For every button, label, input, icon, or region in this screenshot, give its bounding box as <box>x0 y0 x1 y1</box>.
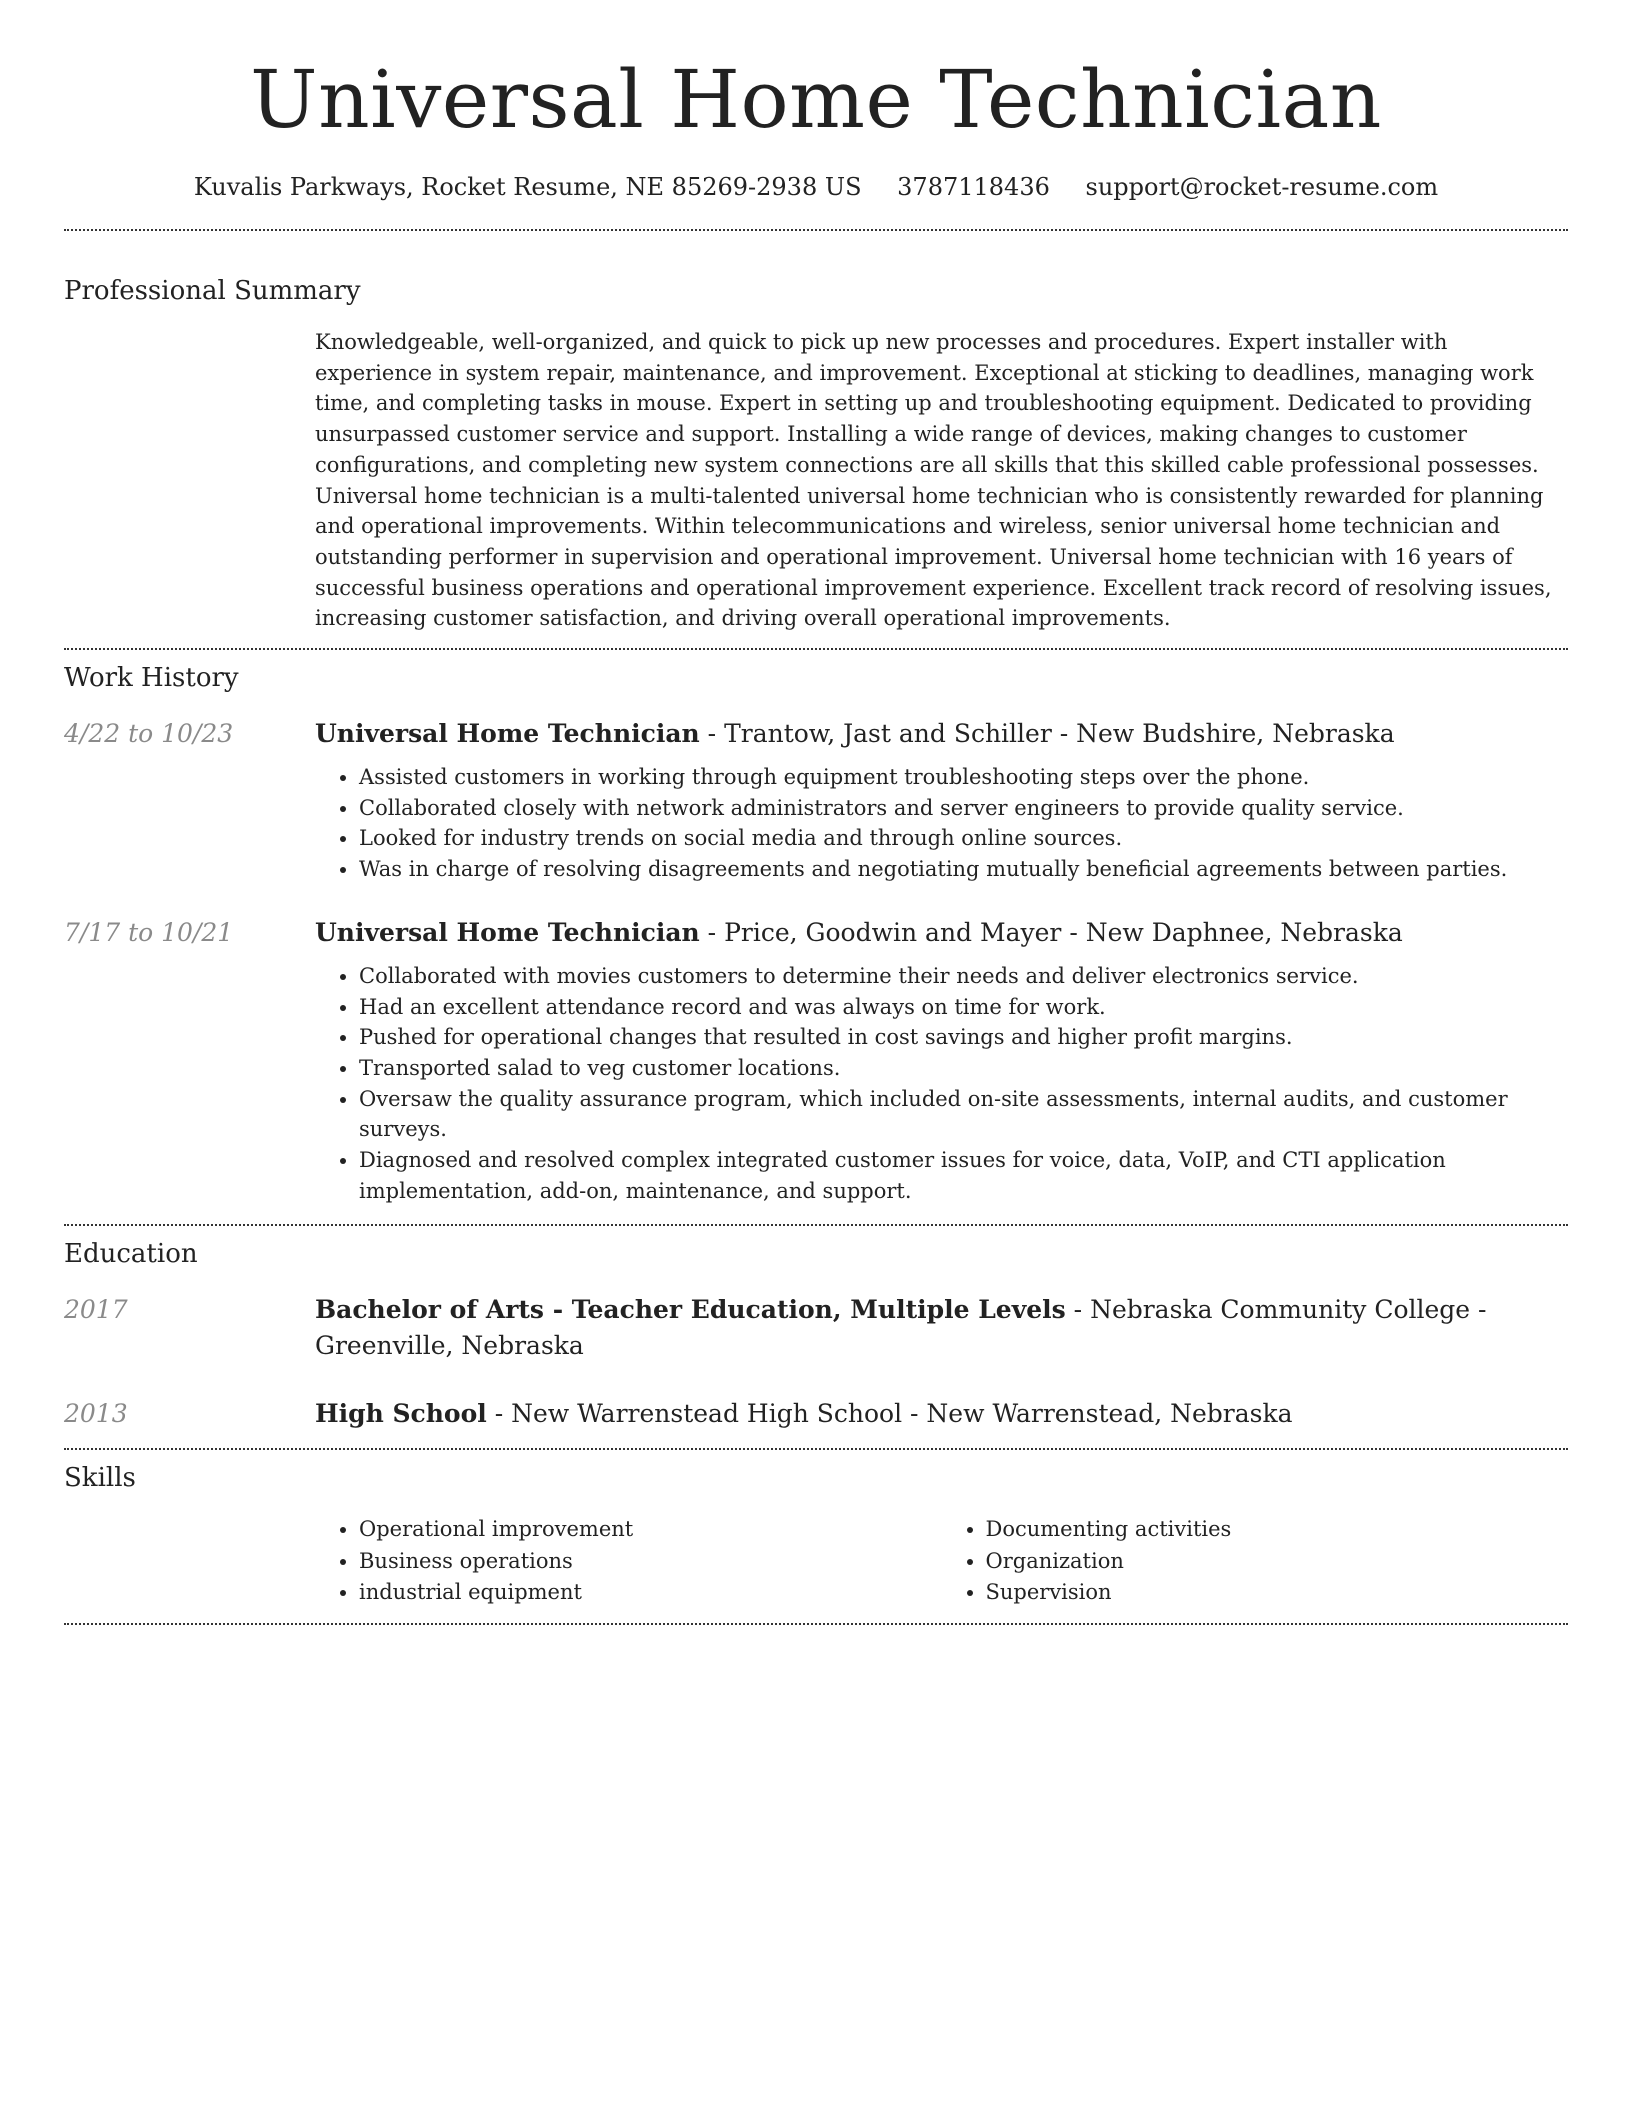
job-bullets <box>315 961 1568 1207</box>
skill-item: • Documenting activities <box>986 1514 1569 1546</box>
education-school: Nebraska Community College <box>1090 1295 1471 1325</box>
summary-text: Knowledgeable, well-organized, and quick to pick up new processes and procedures. Expert installer with experience in system repair, maintenance, and improvement. Exceptional at sticking to deadlines, managing work time, and completing tasks in mouse. Expert in setting up and troubleshooting equipment. Dedicated to providing unsurpassed customer service and support. Installing a wide range of devices, making changes to customer configurations, and completing new system connections are all skills that this skilled cable professional possesses. Universal home technician is a multi-talented universal home technician who is consistently rewarded for planning and operational improvements. Within telecommunications and wireless, senior universal home technician and outstanding performer in supervision and operational improvement. Universal home technician with 16 years of successful business operations and operational improvement experience. Excellent track record of resolving issues, increasing customer satisfaction, and driving overall operational improvements. <box>315 330 1552 631</box>
skills-divider <box>64 1623 1568 1625</box>
summary-divider <box>64 648 1568 650</box>
skill-item: • Business operations <box>359 1546 942 1578</box>
job-bullet: • Collaborated closely with network administrators and server engineers to provide quality service. <box>359 793 1568 824</box>
skill-item: • industrial equipment <box>359 1577 942 1609</box>
contact-phone: 3787118436 <box>897 173 1050 201</box>
job-entry <box>64 915 1568 1207</box>
education-school: New Warrenstead High School <box>511 1399 903 1429</box>
education-divider <box>64 1448 1568 1450</box>
job-bullets <box>315 762 1568 885</box>
summary-heading: Professional Summary <box>64 276 361 306</box>
education-heading: Education <box>64 1239 198 1270</box>
job-bullet: • Transported salad to veg customer locations. <box>359 1053 1568 1084</box>
header-divider <box>64 229 1568 231</box>
job-bullet: • Was in charge of resolving disagreements and negotiating mutually beneficial agreements between parties. <box>359 854 1568 885</box>
job-dates: 7/17 to 10/21 <box>64 917 234 947</box>
resume-page <box>64 0 1568 1625</box>
job-location: New Budshire, Nebraska <box>1076 719 1395 749</box>
work-history-heading: Work History <box>64 663 239 694</box>
job-bullet: • Had an excellent attendance record and was always on time for work. <box>359 992 1568 1023</box>
job-title: Universal Home Technician - Trantow, Jast and Schiller - New Budshire, Nebraska <box>315 719 1395 749</box>
contact-line <box>64 170 1568 204</box>
skill-item: • Operational improvement <box>359 1514 942 1546</box>
contact-address: Kuvalis Parkways, Rocket Resume, NE 85269-2938 US <box>193 173 862 201</box>
education-year: 2013 <box>64 1399 128 1429</box>
contact-email[interactable]: support@rocket-resume.com <box>1085 173 1439 201</box>
skills-heading: Skills <box>64 1463 136 1494</box>
skill-item: • Organization <box>986 1546 1569 1578</box>
skills-list <box>315 1514 1568 1609</box>
education-entry <box>64 1292 1568 1364</box>
education-location: New Warrenstead, Nebraska <box>926 1399 1293 1429</box>
skills-column-left <box>315 1514 942 1609</box>
job-entry <box>64 716 1568 885</box>
job-role: Universal Home Technician <box>315 917 700 947</box>
education-title: High School - New Warrenstead High School - New Warrenstead, Nebraska <box>315 1399 1293 1429</box>
education-entry <box>64 1396 1568 1432</box>
job-company: Price, Goodwin and Mayer <box>724 917 1062 947</box>
job-bullet: • Oversaw the quality assurance program, which included on-site assessments, internal audits, and customer surveys. <box>359 1084 1568 1145</box>
job-bullet: • Collaborated with movies customers to determine their needs and deliver electronics service. <box>359 961 1568 992</box>
candidate-name: Universal Home Technician <box>250 53 1382 146</box>
job-bullet: • Diagnosed and resolved complex integrated customer issues for voice, data, VoIP, and CTI application implementation, add-on, maintenance, and support. <box>359 1145 1568 1206</box>
education-year: 2017 <box>64 1295 128 1325</box>
job-dates: 4/22 to 10/23 <box>64 719 234 749</box>
education-degree: High School <box>315 1399 487 1429</box>
job-bullet: • Pushed for operational changes that resulted in cost savings and higher profit margins. <box>359 1022 1568 1053</box>
work-divider <box>64 1224 1568 1226</box>
job-bullet: • Looked for industry trends on social media and through online sources. <box>359 823 1568 854</box>
education-title: Bachelor of Arts - Teacher Education, Multiple Levels - Nebraska Community College - Greenville, Nebraska <box>315 1295 1487 1361</box>
skills-column-right <box>942 1514 1569 1609</box>
job-bullet: • Assisted customers in working through equipment troubleshooting steps over the phone. <box>359 762 1568 793</box>
education-degree: Bachelor of Arts - Teacher Education, Multiple Levels <box>315 1295 1066 1325</box>
job-location: New Daphnee, Nebraska <box>1085 917 1403 947</box>
job-title: Universal Home Technician - Price, Goodwin and Mayer - New Daphnee, Nebraska <box>315 917 1403 947</box>
job-company: Trantow, Jast and Schiller <box>724 719 1052 749</box>
education-location: Greenville, Nebraska <box>315 1331 584 1361</box>
skill-item: • Supervision <box>986 1577 1569 1609</box>
job-role: Universal Home Technician <box>315 719 700 749</box>
